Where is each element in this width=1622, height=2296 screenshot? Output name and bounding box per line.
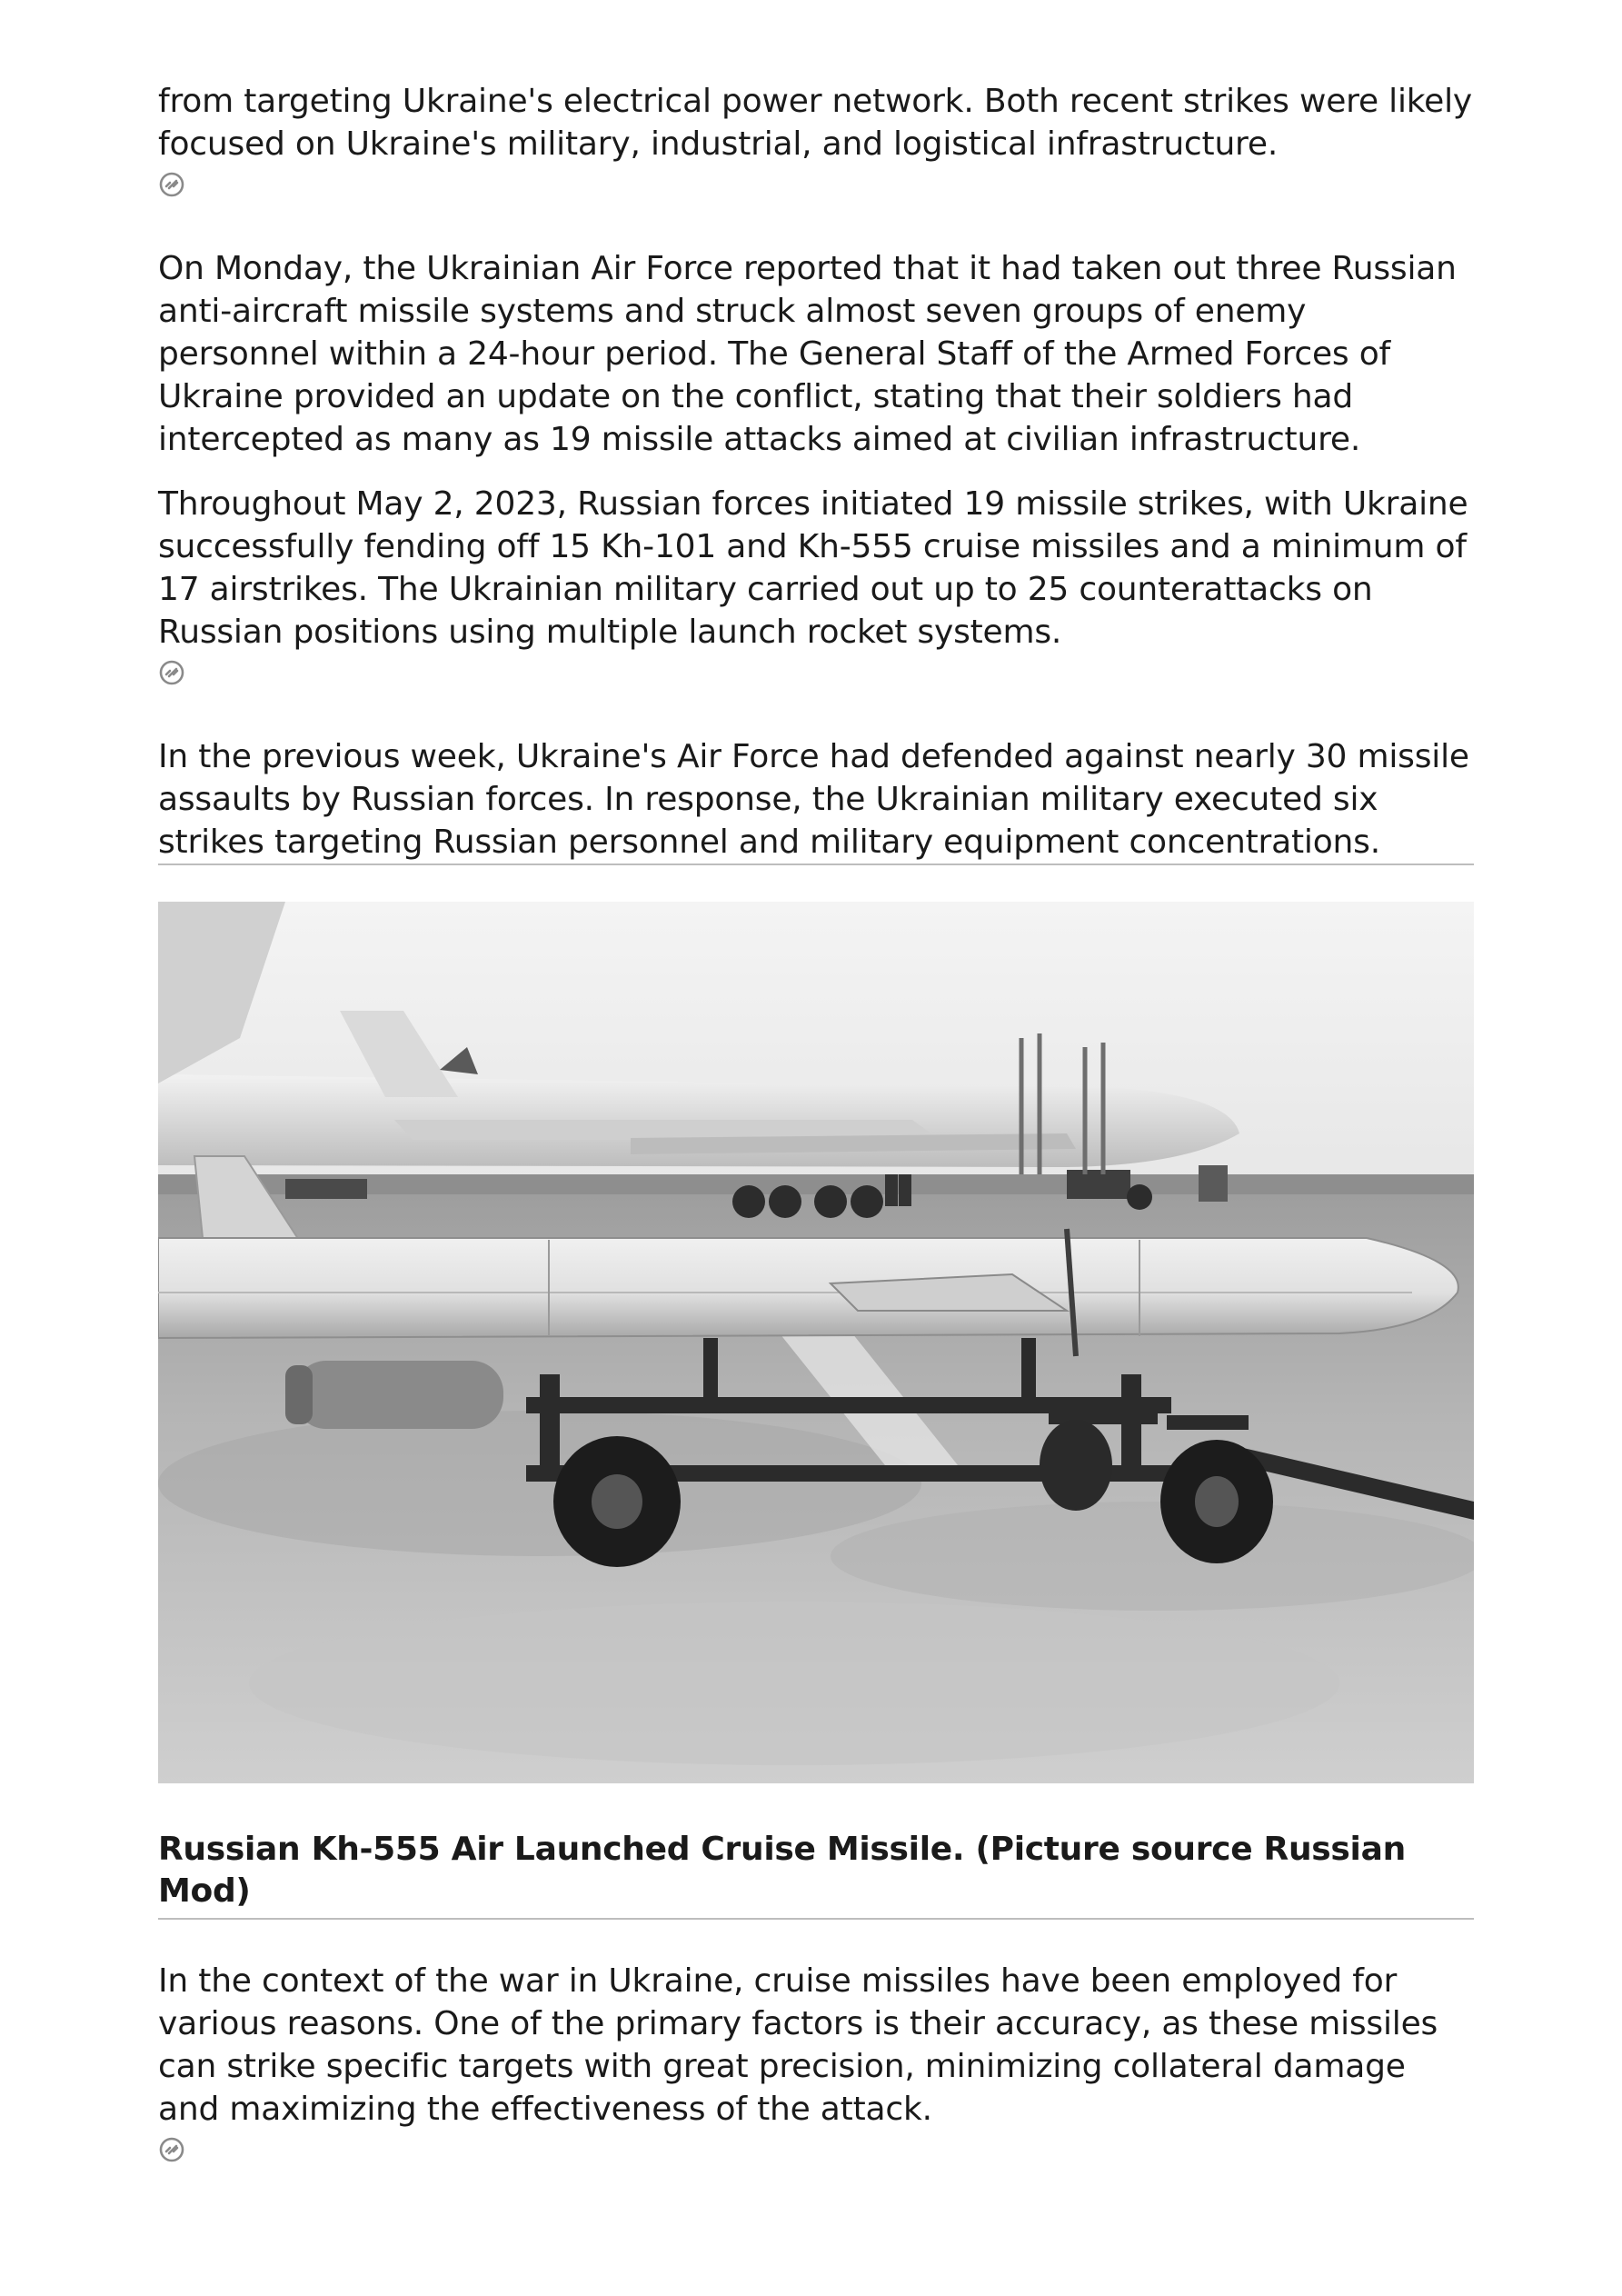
paragraph-cruise-missiles: In the context of the war in Ukraine, cruise missiles have been employed for various reasons. One of the primary factors is their accuracy, as these missiles can strike specific targets with great precision, minimizing collateral damage and maximizing the effectiveness of the attack. xyxy=(158,1962,1438,2128)
missile-photo xyxy=(158,902,1474,1783)
paragraph-monday-report: On Monday, the Ukrainian Air Force reported that it had taken out three Russian anti-aircraft missile systems and struck almost seven groups of enemy personnel within a 24-hour period. The General Staff of the Armed Forces of Ukraine provided an update on the conflict, stating that their soldiers had intercepted as many as 19 missile attacks aimed at civilian infrastructure. xyxy=(158,250,1457,458)
paragraph-may-2-strikes: Throughout May 2, 2023, Russian forces initiated 19 missile strikes, with Ukraine successfully fending off 15 Kh-101 and Kh-555 cruise missiles and a minimum of 17 airstrikes. The Ukrainian military carried out up to 25 counterattacks on Russian positions using multiple launch rocket systems. xyxy=(158,485,1468,651)
divider xyxy=(158,863,1474,865)
paragraph-previous-week: In the previous week, Ukraine's Air Force had defended against nearly 30 missile assaults by Russian forces. In response, the Ukrainian military executed six strikes targeting Russian personnel and military equipment concentrations. xyxy=(158,738,1469,861)
paragraph-power-network: from targeting Ukraine's electrical power network. Both recent strikes were likely focused on Ukraine's military, industrial, and logistical infrastructure. xyxy=(158,83,1472,163)
article-body xyxy=(158,80,1474,2163)
link-icon[interactable] xyxy=(158,171,185,198)
link-icon[interactable] xyxy=(158,659,185,686)
link-icon[interactable] xyxy=(158,2136,185,2163)
figure-caption: Russian Kh-555 Air Launched Cruise Missile. (Picture source Russian Mod) xyxy=(158,1831,1406,1910)
